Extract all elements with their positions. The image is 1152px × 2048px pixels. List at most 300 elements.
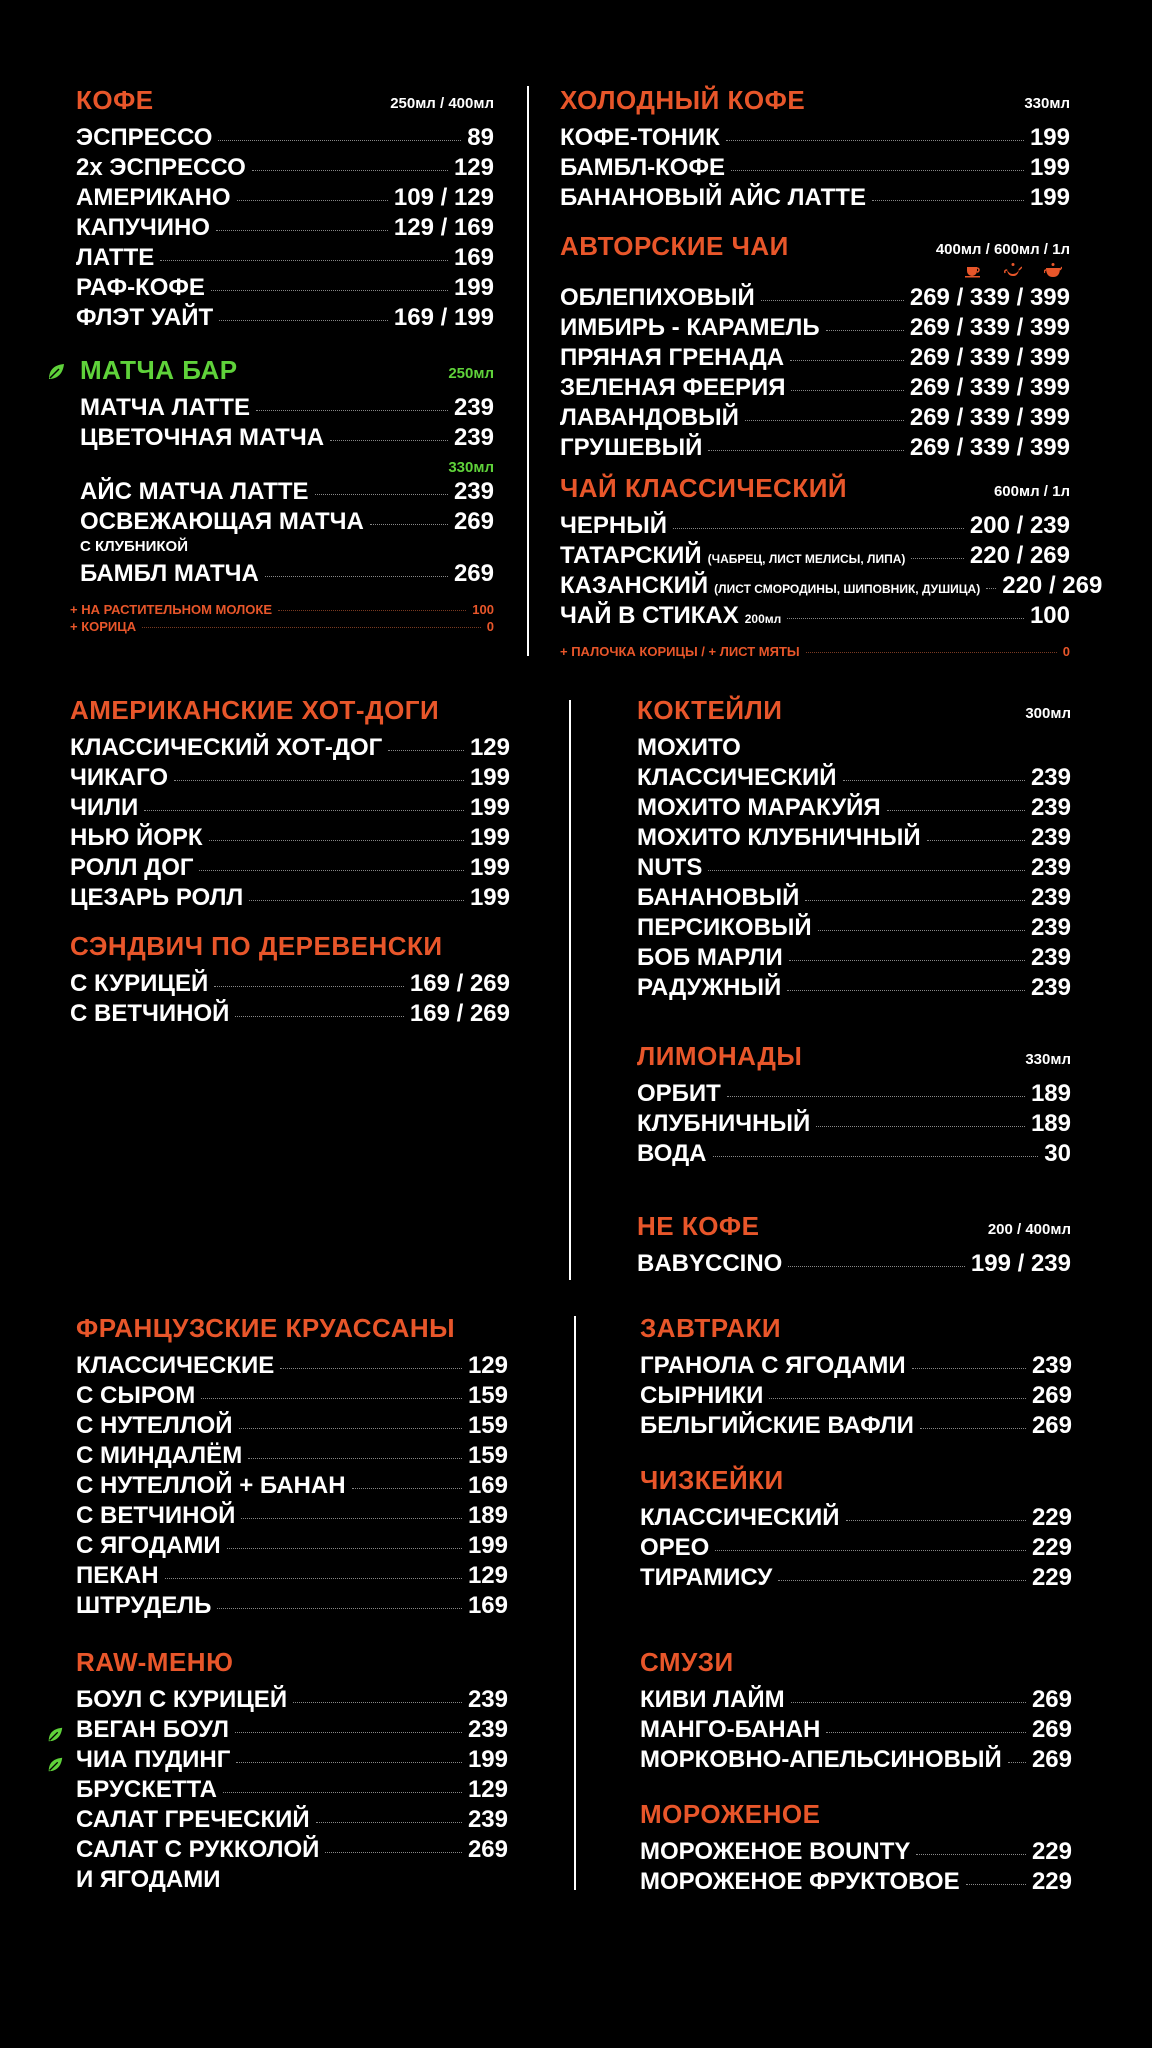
menu-item [560,124,1070,154]
item-price: 269 / 339 / 399 [909,314,1070,341]
item-price: 199 [469,884,510,911]
menu-item [80,560,494,590]
dot-leader [826,1732,1026,1733]
menu-item [637,974,1071,1004]
item-price: 229 [1031,1534,1072,1561]
item-price: 199 [469,794,510,821]
dot-leader [966,1884,1026,1885]
item-price: 189 [467,1502,508,1529]
menu-item [640,1838,1072,1868]
menu-item [80,478,494,508]
item-name: КАПУЧИНО [76,214,210,241]
dot-leader [315,494,448,495]
menu-item [637,914,1071,944]
menu-item [70,824,510,854]
item-price: 30 [1044,1140,1071,1167]
menu-item [76,1502,508,1532]
item-price: 169 [467,1472,508,1499]
item-price: 239 [1030,854,1071,881]
item-name: ФЛЭТ УАЙТ [76,304,214,331]
section-hotdogs [70,692,510,914]
menu-item [76,124,494,154]
section-cold-coffee [560,82,1070,214]
item-name: ШТРУДЕЛЬ [76,1592,212,1619]
extra-option [70,602,494,619]
dot-leader [1008,1762,1026,1763]
item-price: 269 [453,508,494,535]
section-volume: 200 / 400мл [987,1221,1071,1238]
section-matcha [70,352,494,636]
item-name: САЛАТ С РУККОЛОЙ [76,1836,320,1863]
dot-leader [235,1016,404,1017]
extra-price: 0 [1062,644,1070,659]
dot-leader [986,588,996,589]
item-note: (ЧАБРЕЦ, ЛИСТ МЕЛИСЫ, ЛИПА) [707,552,906,566]
item-name: ГРУШЕВЫЙ [560,434,703,461]
item-name: ЧИА ПУДИНГ [76,1746,231,1773]
item-price: 239 [467,1806,508,1833]
item-name: МОРКОВНО-АПЕЛЬСИНОВЫЙ [640,1746,1002,1773]
extra-name: + КОРИЦА [70,619,137,634]
item-name: БОБ МАРЛИ [637,944,783,971]
section-title: КОКТЕЙЛИ [637,695,783,725]
menu-item [76,214,494,244]
menu-item [637,1250,1071,1280]
item-name: BABYCCINO [637,1250,783,1277]
leaf-icon [46,1753,64,1781]
item-price: 159 [467,1382,508,1409]
item-name: ОРБИТ [637,1080,721,1107]
column-divider [574,1316,576,1890]
section-volume: 330мл [1025,1051,1071,1068]
menu-item [76,1472,508,1502]
menu-item [76,1776,508,1806]
menu-item [560,344,1070,374]
item-name: ТАТАРСКИЙ [560,542,702,569]
item-name: РАФ-КОФЕ [76,274,205,301]
menu-item [640,1412,1072,1442]
dot-leader [727,1096,1025,1097]
item-price: 239 [1030,824,1071,851]
item-name: БАНАНОВЫЙ АЙС ЛАТТЕ [560,184,866,211]
dot-leader [761,300,904,301]
leaf-icon [46,362,66,382]
dot-leader [252,170,448,171]
item-name: РАДУЖНЫЙ [637,974,782,1001]
teapot-icon [1004,262,1022,278]
section-title: ХОЛОДНЫЙ КОФЕ [560,85,806,115]
dot-leader [816,1126,1025,1127]
menu-item [640,1504,1072,1534]
dot-leader [791,390,903,391]
dot-leader [846,1520,1026,1521]
item-price: 239 [453,394,494,421]
menu-item [637,944,1071,974]
item-price: 269 [1031,1382,1072,1409]
menu-item [76,154,494,184]
item-price: 239 [453,424,494,451]
item-price: 159 [467,1412,508,1439]
item-name: КЛАССИЧЕСКИЙ [637,764,837,791]
item-price: 159 [467,1442,508,1469]
menu-item [76,1382,508,1412]
dot-leader [911,558,964,559]
menu-item [76,1562,508,1592]
item-name: 2х ЭСПРЕССО [76,154,246,181]
section-croissants [76,1310,508,1622]
menu-item: И ЯГОДАМИ [76,1866,221,1893]
item-name: МАТЧА ЛАТТЕ [80,394,250,421]
section-icecream [640,1796,1072,1898]
dot-leader [293,1702,462,1703]
menu-item [637,1080,1071,1110]
tea-size-icons [560,262,1062,284]
item-name: БАМБЛ МАТЧА [80,560,259,587]
dot-leader [217,1608,462,1609]
dot-leader [912,1368,1026,1369]
dot-leader [805,900,1025,901]
item-name: САЛАТ ГРЕЧЕСКИЙ [76,1806,310,1833]
section-cocktails [637,692,1071,1004]
dot-leader [715,1550,1026,1551]
section-sandwich [70,928,510,1030]
item-price: 239 [1030,884,1071,911]
item-price: 129 [467,1352,508,1379]
section-title: НЕ КОФЕ [637,1211,760,1241]
menu-item [76,1836,508,1866]
menu-item [637,884,1071,914]
menu-item [560,374,1070,404]
item-price: 239 [467,1686,508,1713]
menu-item [76,1442,508,1472]
menu-item [640,1352,1072,1382]
item-name: НЬЮ ЙОРК [70,824,203,851]
item-name: МОХИТО КЛУБНИЧНЫЙ [637,824,921,851]
dot-leader [713,1156,1039,1157]
section-author-tea [560,228,1070,464]
item-name: С ЯГОДАМИ [76,1532,221,1559]
item-price: 269 [1031,1716,1072,1743]
extra-price: 100 [472,602,494,617]
item-price: 129 [453,154,494,181]
dot-leader [787,618,1024,619]
menu-item [76,1746,508,1776]
dot-leader [239,1428,462,1429]
section-title: ЧАЙ КЛАССИЧЕСКИЙ [560,473,848,503]
item-name: БОУЛ С КУРИЦЕЙ [76,1686,288,1713]
item-price: 169 / 269 [409,970,510,997]
item-name: ОСВЕЖАЮЩАЯ МАТЧА [80,508,364,535]
leaf-icon [46,1723,64,1751]
dot-leader [920,1428,1026,1429]
menu-item [560,404,1070,434]
dot-leader [227,1548,462,1549]
item-name: МОРОЖЕНОЕ BOUNTY [640,1838,911,1865]
item-name: ПЕКАН [76,1562,159,1589]
section-title: ФРАНЦУЗСКИЕ КРУАССАНЫ [76,1313,456,1343]
menu-item [640,1746,1072,1776]
dot-leader [788,1266,965,1267]
section-lemonades [637,1038,1071,1170]
item-price: 199 / 239 [970,1250,1071,1277]
item-name: МОХИТО МАРАКУЙЯ [637,794,881,821]
menu-item [70,854,510,884]
item-price: 169 [453,244,494,271]
section-volume: 250мл [448,365,494,382]
item-price: 189 [1030,1080,1071,1107]
dot-leader [789,960,1025,961]
item-name: ЧАЙ В СТИКАХ [560,602,739,629]
item-price: 129 [467,1776,508,1803]
item-name: АМЕРИКАНО [76,184,231,211]
dot-leader [872,200,1024,201]
item-price: 129 [469,734,510,761]
item-note: 200мл [744,612,782,626]
item-price: 239 [1030,974,1071,1001]
dot-leader [280,1368,462,1369]
item-price: 229 [1031,1564,1072,1591]
menu-item [560,434,1070,464]
menu-item [70,884,510,914]
item-name: NUTS [637,854,703,881]
item-name: ЦЕЗАРЬ РОЛЛ [70,884,244,911]
item-name: С ВЕТЧИНОЙ [70,1000,230,1027]
item-price: 239 [1031,1352,1072,1379]
extra-option [70,619,494,636]
menu-item [76,184,494,214]
item-price: 200 / 239 [969,512,1070,539]
menu-item [80,508,494,538]
dot-leader [236,1762,462,1763]
menu-item [640,1868,1072,1898]
item-name: РОЛЛ ДОГ [70,854,194,881]
teacup-icon [964,262,982,278]
dot-leader [218,140,461,141]
dot-leader [325,1852,462,1853]
item-name: БАНАНОВЫЙ [637,884,800,911]
menu-item [70,1000,510,1030]
section-title: ЛИМОНАДЫ [637,1041,803,1071]
dot-leader [249,900,464,901]
item-name: ЛАТТЕ [76,244,155,271]
item-price: 169 [467,1592,508,1619]
section-title: АВТОРСКИЕ ЧАИ [560,231,789,261]
menu-item [637,764,1071,794]
menu-item [637,794,1071,824]
menu-item [560,572,1103,602]
item-name: ВОДА [637,1140,707,1167]
menu-item [76,1716,508,1746]
section-raw [76,1644,508,1896]
item-price: 229 [1031,1868,1072,1895]
menu-item [76,1532,508,1562]
dot-leader [745,420,904,421]
item-price: 269 / 339 / 399 [909,404,1070,431]
section-title: СМУЗИ [640,1647,734,1677]
section-breakfast [640,1310,1072,1442]
dot-leader [256,410,448,411]
menu-item [560,542,1070,572]
item-name: АЙС МАТЧА ЛАТТЕ [80,478,309,505]
dot-leader [216,230,388,231]
menu-item: МОХИТО [637,734,741,761]
item-price: 269 [1031,1746,1072,1773]
dot-leader [927,840,1025,841]
menu-item [637,1110,1071,1140]
item-name: ЦВЕТОЧНАЯ МАТЧА [80,424,325,451]
section-title: КОФЕ [76,85,154,115]
item-name: КОФЕ-ТОНИК [560,124,720,151]
item-price: 169 / 269 [409,1000,510,1027]
item-price: 239 [453,478,494,505]
dot-leader [214,986,404,987]
item-note: С КЛУБНИКОЙ [80,538,189,555]
menu-item [560,284,1070,314]
item-name: МАНГО-БАНАН [640,1716,821,1743]
dot-leader [916,1854,1026,1855]
section-volume: 330мл [1024,95,1070,112]
dot-leader [211,290,448,291]
item-name: С СЫРОМ [76,1382,196,1409]
item-name: ЧИКАГО [70,764,169,791]
item-price: 269 / 339 / 399 [909,344,1070,371]
menu-item [70,734,510,764]
item-price: 199 [467,1532,508,1559]
item-price: 199 [1029,184,1070,211]
dot-leader [787,990,1025,991]
item-price: 269 / 339 / 399 [909,434,1070,461]
menu-item [80,424,494,454]
dot-leader [726,140,1024,141]
dot-leader [790,360,904,361]
item-price: 189 [1030,1110,1071,1137]
item-price: 229 [1031,1838,1072,1865]
dot-leader [199,870,463,871]
item-name: ОРЕО [640,1534,710,1561]
dot-leader [769,1398,1026,1399]
menu-item [70,764,510,794]
section-title: АМЕРИКАНСКИЕ ХОТ-ДОГИ [70,695,440,725]
dot-leader [241,1518,462,1519]
item-price: 269 / 339 / 399 [909,284,1070,311]
menu-item [637,824,1071,854]
item-price: 239 [1030,794,1071,821]
section-coffee [76,82,494,334]
dot-leader [778,1580,1026,1581]
extra-option [560,644,1070,661]
item-price: 239 [1030,944,1071,971]
extra-name: + НА РАСТИТЕЛЬНОМ МОЛОКЕ [70,602,273,617]
teapot-icon [1044,262,1062,278]
dot-leader [887,810,1025,811]
dot-leader [174,780,464,781]
item-price: 199 [469,764,510,791]
item-price: 199 [469,854,510,881]
dot-leader [731,170,1024,171]
section-title: RAW-МЕНЮ [76,1647,234,1677]
item-price: 129 [467,1562,508,1589]
item-name: ПЕРСИКОВЫЙ [637,914,812,941]
item-name: С МИНДАЛЁМ [76,1442,243,1469]
section-smoothies [640,1644,1072,1776]
dot-leader [673,528,964,529]
item-name: СЫРНИКИ [640,1382,764,1409]
column-divider [527,86,529,656]
item-price: 129 / 169 [393,214,494,241]
dot-leader [165,1578,462,1579]
item-name: ОБЛЕПИХОВЫЙ [560,284,755,311]
item-name: С ВЕТЧИНОЙ [76,1502,236,1529]
item-price: 269 [467,1836,508,1863]
section-cheesecakes [640,1462,1072,1594]
item-note: (ЛИСТ СМОРОДИНЫ, ШИПОВНИК, ДУШИЦА) [714,582,981,596]
item-name: ЧИЛИ [70,794,139,821]
dot-leader [248,1458,462,1459]
section-title: СЭНДВИЧ ПО ДЕРЕВЕНСКИ [70,931,443,961]
section-title: МАТЧА БАР [80,355,238,386]
item-name: КАЗАНСКИЙ [560,572,709,599]
item-name: ВЕГАН БОУЛ [76,1716,229,1743]
dot-leader [352,1488,462,1489]
item-price: 100 [1029,602,1070,629]
dot-leader [209,840,464,841]
item-name: КЛАССИЧЕСКИЕ [76,1352,275,1379]
dot-leader [826,330,904,331]
menu-item [76,1352,508,1382]
item-name: ЭСПРЕССО [76,124,213,151]
item-price: 199 [469,824,510,851]
dot-leader [265,576,448,577]
menu-item [640,1686,1072,1716]
volume-label: 330мл [448,459,494,476]
menu-item [76,244,494,274]
menu-item [560,154,1070,184]
item-price: 199 [1029,124,1070,151]
menu-item [76,1412,508,1442]
dot-leader [330,440,448,441]
section-volume: 300мл [1025,705,1071,722]
dot-leader [708,450,903,451]
item-price: 199 [453,274,494,301]
item-price: 220 / 269 [1002,572,1103,599]
item-name: БРУСКЕТТА [76,1776,217,1803]
item-price: 269 [453,560,494,587]
item-name: БЕЛЬГИЙСКИЕ ВАФЛИ [640,1412,914,1439]
column-divider [569,700,571,1280]
menu-item [76,1686,508,1716]
dot-leader [370,524,448,525]
section-volume: 250мл / 400мл [390,95,494,112]
menu-item [560,184,1070,214]
menu-item [637,854,1071,884]
item-price: 220 / 269 [969,542,1070,569]
item-price: 269 [1031,1686,1072,1713]
section-title: МОРОЖЕНОЕ [640,1799,821,1829]
item-name: С КУРИЦЕЙ [70,970,209,997]
dot-leader [219,320,388,321]
menu-item [560,512,1070,542]
item-name: С НУТЕЛЛОЙ + БАНАН [76,1472,346,1499]
menu-item [76,274,494,304]
menu-item [70,970,510,1000]
item-name: С НУТЕЛЛОЙ [76,1412,233,1439]
menu-item [640,1716,1072,1746]
dot-leader [235,1732,462,1733]
section-volume: 400мл / 600мл / 1л [935,241,1070,258]
dot-leader [388,750,464,751]
dot-leader [708,870,1025,871]
extra-price: 0 [486,619,494,634]
